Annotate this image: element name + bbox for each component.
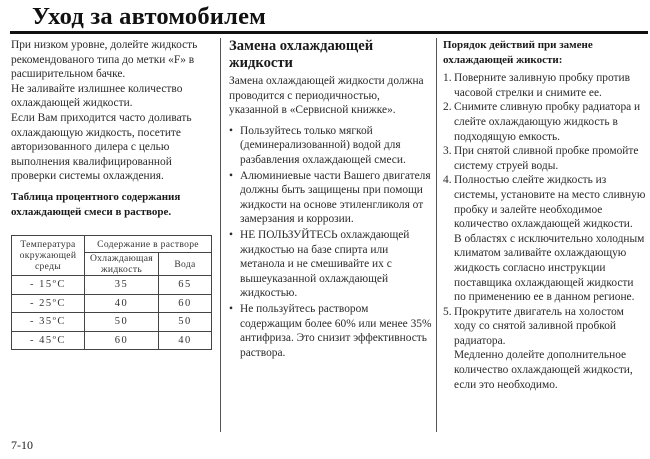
- step-number: 5.: [443, 305, 452, 318]
- bullet-icon: •: [229, 124, 233, 137]
- table-row: [12, 294, 212, 313]
- cell-temp: - 25ºC: [12, 294, 85, 313]
- cell-coolant: 35: [85, 276, 159, 295]
- procedure-heading: Порядок действий при замене охлаждающей жикости:: [443, 39, 593, 66]
- step-text: Поверните заливную пробку против часовой стрелки и снимите ее.: [454, 72, 631, 99]
- step-number: 2.: [443, 101, 452, 114]
- cell-water: 40: [159, 331, 212, 350]
- table-row: [12, 331, 212, 350]
- right-column: [443, 38, 648, 392]
- list-item-text: Пользуйтесь только мягкой (деминерализованной) водой для разбавления охлаждающей смеси.: [240, 124, 406, 166]
- table-caption: Таблица процентного содержания охлаждающей смеси в растворе.: [11, 190, 181, 218]
- list-item: [229, 169, 432, 227]
- step-item: [443, 305, 648, 393]
- left-column: [11, 38, 214, 219]
- step-number: 3.: [443, 145, 452, 158]
- step-item: [443, 71, 648, 100]
- paragraph-no-overfill: Не заливайте излишнее количество охлаждающей жидкости.: [11, 82, 183, 110]
- step-text: Снимите сливную пробку радиатора и слейте охлаждающую жидкость в подходящую емкость.: [454, 101, 641, 143]
- step-note: В областях с исключительно холодным климатом заливайте охлаждающую жидкость согласно инструкции поставщика охлаждающей жидкости по применению ее в данном регионе.: [454, 232, 645, 304]
- header-water: Вода: [159, 253, 212, 276]
- step-item: [443, 144, 648, 173]
- list-item: [229, 124, 432, 168]
- header-content: Содержание в растворе: [85, 236, 212, 253]
- step-item: [443, 173, 648, 304]
- step-text: Полностью слейте жидкость из системы, установите на место сливную пробку и залейте необходимое количество охлаждающей жидкости.: [454, 174, 646, 231]
- step-item: [443, 100, 648, 144]
- title-underline: [10, 31, 648, 34]
- bullet-list: [229, 124, 432, 361]
- cell-coolant: 50: [85, 313, 159, 332]
- paragraph-low-level: При низком уровне, долейте жидкость рекомендованого типа до метки «F» в расширительном бачке.: [11, 39, 198, 81]
- column-divider-left: [220, 38, 221, 432]
- bullet-icon: •: [229, 228, 233, 241]
- step-number: 1.: [443, 72, 452, 85]
- list-item: [229, 228, 432, 301]
- list-item-text: НЕ ПОЛЬЗУЙТЕСЬ охлаждающей жидкостью на базе спирта или метанола и не смешивайте их с вышеуказанной охлаждающей жидкостью.: [240, 228, 410, 300]
- header-temperature: Температура окружающей среды: [12, 236, 85, 276]
- step-note: Медленно долейте дополнительное количество охлаждающей жидкости, если это необходимо.: [454, 349, 633, 391]
- list-item-text: Не пользуйтесь раствором содержащим более 60% или менее 35% антифриза. Это снизит эффективность раствора.: [240, 302, 432, 359]
- step-text: Прокрутите двигатель на холостом ходу со снятой заливной пробкой радиатора.: [454, 305, 624, 347]
- cell-temp: - 45ºC: [12, 331, 85, 350]
- header-coolant: Охлаждающая жидкость: [85, 253, 159, 276]
- page-number: 7-10: [11, 438, 33, 452]
- list-item-text: Алюминиевые части Вашего двигателя должны быть защищены при помощи жидкости на основе этиленгликоля от замерзания и коррозии.: [240, 169, 431, 226]
- coolant-mix-table: [11, 235, 212, 350]
- section-intro: Замена охлаждающей жидкости должна проводится с периодичностью, указанной в «Сервисной книжке».: [229, 75, 424, 117]
- cell-coolant: 60: [85, 331, 159, 350]
- cell-water: 65: [159, 276, 212, 295]
- step-number: 4.: [443, 174, 452, 187]
- paragraph-dealer-check: Если Вам приходится часто доливать охлаждающую жидкость, посетите авторизованного дилера с целью выполнения квалифицированной проверки системы охлаждения.: [11, 111, 192, 183]
- section-heading-coolant-replacement: Замена охлаждающей жидкости: [229, 38, 374, 71]
- procedure-steps: [443, 71, 648, 392]
- list-item: [229, 302, 432, 360]
- column-divider-right: [436, 38, 437, 432]
- cell-coolant: 40: [85, 294, 159, 313]
- cell-water: 60: [159, 294, 212, 313]
- bullet-icon: •: [229, 302, 233, 315]
- middle-column: [229, 38, 432, 361]
- cell-temp: - 35ºC: [12, 313, 85, 332]
- bullet-icon: •: [229, 169, 233, 182]
- cell-temp: - 15ºC: [12, 276, 85, 295]
- table-row: [12, 313, 212, 332]
- cell-water: 50: [159, 313, 212, 332]
- table-row: [12, 276, 212, 295]
- step-text: При снятой сливной пробке промойте систему струей воды.: [454, 145, 639, 172]
- page-title: Уход за автомобилем: [32, 3, 267, 30]
